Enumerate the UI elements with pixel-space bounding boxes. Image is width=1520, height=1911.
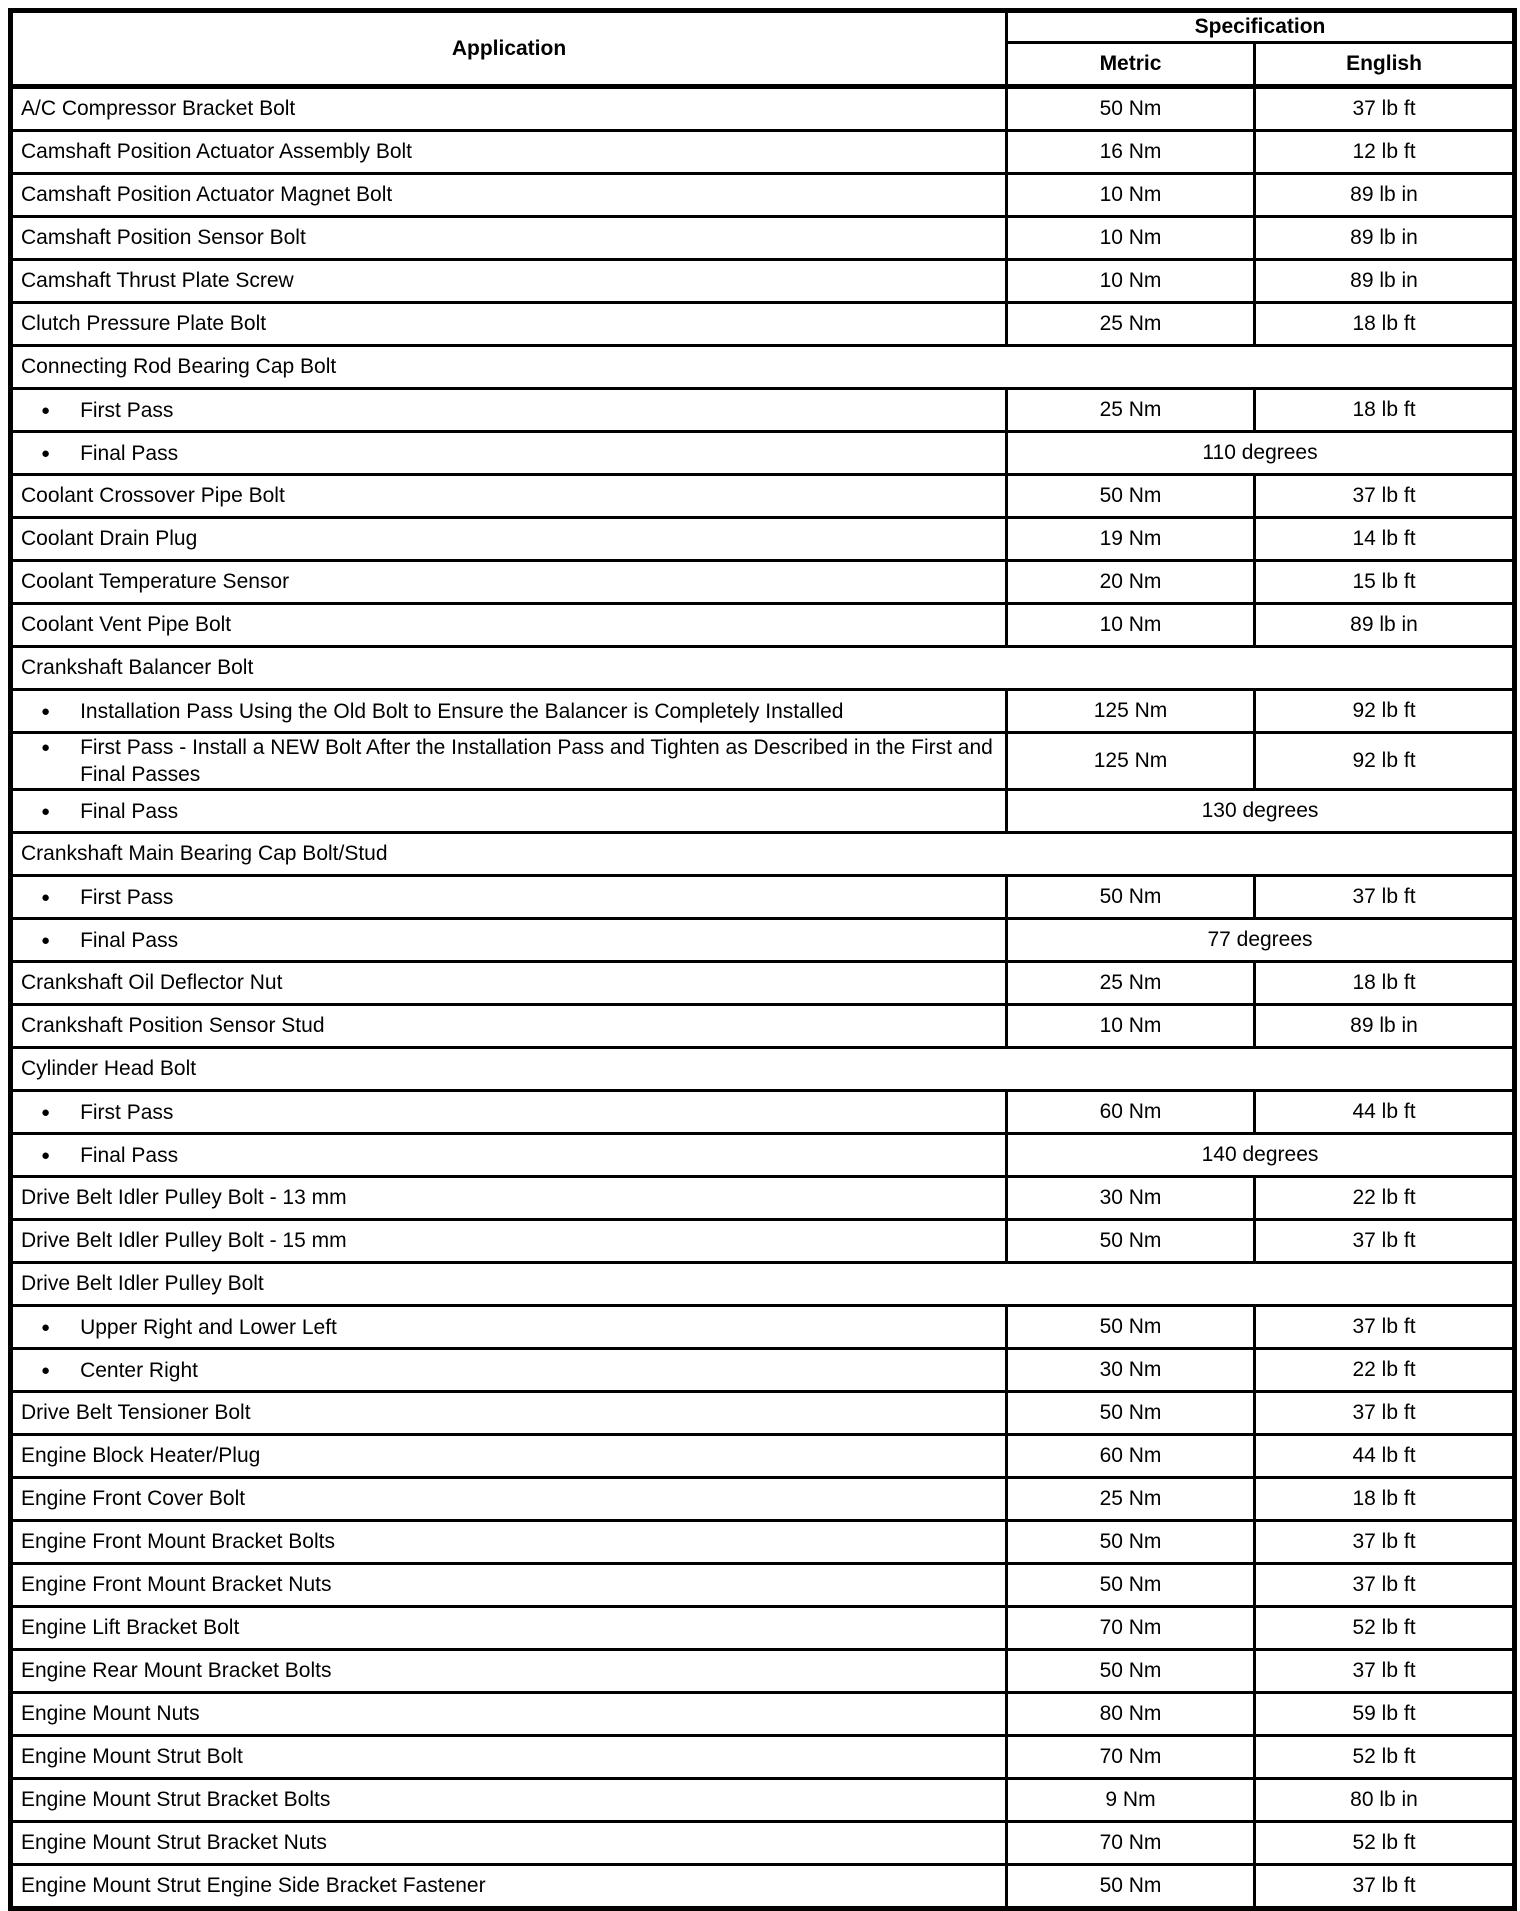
metric-cell: 80 Nm — [1007, 1693, 1255, 1736]
table-row — [11, 1134, 1515, 1177]
english-cell: 89 lb in — [1255, 1005, 1515, 1048]
metric-cell: 25 Nm — [1007, 1478, 1255, 1521]
application-cell: Engine Lift Bracket Bolt — [11, 1607, 1007, 1650]
english-cell: 59 lb ft — [1255, 1693, 1515, 1736]
bullet-icon: ● — [41, 888, 51, 906]
table-row — [11, 1822, 1515, 1865]
english-cell: 37 lb ft — [1255, 1564, 1515, 1607]
english-cell: 14 lb ft — [1255, 518, 1515, 561]
application-cell: Camshaft Position Actuator Assembly Bolt — [11, 131, 1007, 174]
bullet-icon: ● — [41, 1103, 51, 1121]
table-row — [11, 389, 1515, 432]
group-header-cell: Cylinder Head Bolt — [11, 1048, 1515, 1091]
application-cell: Engine Front Mount Bracket Bolts — [11, 1521, 1007, 1564]
table-row — [11, 1392, 1515, 1435]
table-row — [11, 1091, 1515, 1134]
english-cell: 92 lb ft — [1255, 690, 1515, 733]
english-cell: 37 lb ft — [1255, 1650, 1515, 1693]
metric-cell: 30 Nm — [1007, 1349, 1255, 1392]
spec-span-cell: 110 degrees — [1007, 432, 1515, 475]
bullet-label: Final Pass — [80, 928, 179, 952]
bullet-label: Installation Pass Using the Old Bolt to Ensure the Balancer is Completely Installed — [80, 699, 844, 723]
english-cell: 18 lb ft — [1255, 1478, 1515, 1521]
table-row — [11, 1349, 1515, 1392]
english-cell: 15 lb ft — [1255, 561, 1515, 604]
metric-cell: 50 Nm — [1007, 1650, 1255, 1693]
application-cell: Coolant Drain Plug — [11, 518, 1007, 561]
application-cell: Engine Mount Strut Bracket Nuts — [11, 1822, 1007, 1865]
application-cell: Camshaft Thrust Plate Screw — [11, 260, 1007, 303]
bullet-icon: ● — [41, 1318, 51, 1336]
table-row — [11, 604, 1515, 647]
english-cell: 52 lb ft — [1255, 1607, 1515, 1650]
english-cell: 89 lb in — [1255, 604, 1515, 647]
application-cell: Crankshaft Position Sensor Stud — [11, 1005, 1007, 1048]
table-row — [11, 962, 1515, 1005]
table-row — [11, 1220, 1515, 1263]
header-row-specification — [11, 11, 1515, 43]
group-header-cell: Drive Belt Idler Pulley Bolt — [11, 1263, 1515, 1306]
application-cell: Engine Mount Strut Bolt — [11, 1736, 1007, 1779]
metric-cell: 9 Nm — [1007, 1779, 1255, 1822]
table-row — [11, 1779, 1515, 1822]
english-cell: 37 lb ft — [1255, 1865, 1515, 1909]
application-cell: Engine Mount Nuts — [11, 1693, 1007, 1736]
metric-cell: 60 Nm — [1007, 1435, 1255, 1478]
bullet-icon: ● — [41, 401, 51, 419]
table-row — [11, 1005, 1515, 1048]
table-body — [11, 87, 1515, 1909]
spec-span-cell: 77 degrees — [1007, 919, 1515, 962]
metric-cell: 25 Nm — [1007, 303, 1255, 346]
english-cell: 18 lb ft — [1255, 389, 1515, 432]
english-cell: 22 lb ft — [1255, 1177, 1515, 1220]
metric-cell: 25 Nm — [1007, 389, 1255, 432]
specification-column-header: Specification — [1007, 11, 1515, 43]
table-row — [11, 518, 1515, 561]
table-row — [11, 790, 1515, 833]
application-cell: Coolant Temperature Sensor — [11, 561, 1007, 604]
metric-cell: 50 Nm — [1007, 1220, 1255, 1263]
english-cell: 52 lb ft — [1255, 1822, 1515, 1865]
metric-cell: 50 Nm — [1007, 1564, 1255, 1607]
english-cell: 37 lb ft — [1255, 876, 1515, 919]
metric-cell: 30 Nm — [1007, 1177, 1255, 1220]
table-row — [11, 475, 1515, 518]
table-group-row — [11, 833, 1515, 876]
bullet-label: Final Pass — [80, 799, 179, 823]
table-row — [11, 1736, 1515, 1779]
bullet-icon: ● — [41, 931, 51, 949]
application-cell: Engine Rear Mount Bracket Bolts — [11, 1650, 1007, 1693]
metric-cell: 125 Nm — [1007, 733, 1255, 790]
application-cell: Engine Mount Strut Engine Side Bracket Fastener — [11, 1865, 1007, 1909]
metric-cell: 125 Nm — [1007, 690, 1255, 733]
application-cell — [11, 876, 1007, 919]
bullet-icon: ● — [41, 1361, 51, 1379]
table-row — [11, 87, 1515, 131]
table-row — [11, 733, 1515, 790]
table-group-row — [11, 346, 1515, 389]
application-cell: Engine Block Heater/Plug — [11, 1435, 1007, 1478]
torque-spec-table — [8, 8, 1517, 1911]
metric-cell: 10 Nm — [1007, 260, 1255, 303]
table-group-row — [11, 647, 1515, 690]
bullet-label: First Pass — [80, 398, 174, 422]
group-header-cell: Crankshaft Balancer Bolt — [11, 647, 1515, 690]
english-cell: 92 lb ft — [1255, 733, 1515, 790]
table-row — [11, 1564, 1515, 1607]
application-cell — [11, 733, 1007, 790]
english-cell: 37 lb ft — [1255, 1306, 1515, 1349]
spec-span-cell: 130 degrees — [1007, 790, 1515, 833]
bullet-label: Final Pass — [80, 1143, 179, 1167]
application-cell: Drive Belt Tensioner Bolt — [11, 1392, 1007, 1435]
application-cell: Engine Front Mount Bracket Nuts — [11, 1564, 1007, 1607]
metric-cell: 60 Nm — [1007, 1091, 1255, 1134]
english-cell: 80 lb in — [1255, 1779, 1515, 1822]
metric-cell: 50 Nm — [1007, 1521, 1255, 1564]
bullet-label: First Pass — [80, 885, 174, 909]
table-group-row — [11, 1263, 1515, 1306]
metric-cell: 50 Nm — [1007, 1865, 1255, 1909]
application-cell: Clutch Pressure Plate Bolt — [11, 303, 1007, 346]
metric-cell: 50 Nm — [1007, 1306, 1255, 1349]
english-cell: 89 lb in — [1255, 217, 1515, 260]
english-cell: 12 lb ft — [1255, 131, 1515, 174]
metric-cell: 10 Nm — [1007, 604, 1255, 647]
table-row — [11, 1693, 1515, 1736]
english-cell: 52 lb ft — [1255, 1736, 1515, 1779]
bullet-icon: ● — [41, 802, 51, 820]
application-column-header: Application — [11, 11, 1007, 87]
english-cell: 37 lb ft — [1255, 1392, 1515, 1435]
spec-span-cell: 140 degrees — [1007, 1134, 1515, 1177]
english-cell: 37 lb ft — [1255, 87, 1515, 131]
metric-cell: 10 Nm — [1007, 217, 1255, 260]
application-cell — [11, 1134, 1007, 1177]
english-cell: 44 lb ft — [1255, 1091, 1515, 1134]
english-cell: 18 lb ft — [1255, 303, 1515, 346]
table-row — [11, 1435, 1515, 1478]
table-row — [11, 432, 1515, 475]
metric-cell: 50 Nm — [1007, 1392, 1255, 1435]
table-row — [11, 217, 1515, 260]
application-cell — [11, 690, 1007, 733]
bullet-icon: ● — [41, 444, 51, 462]
group-header-cell: Crankshaft Main Bearing Cap Bolt/Stud — [11, 833, 1515, 876]
metric-cell: 50 Nm — [1007, 475, 1255, 518]
bullet-icon: ● — [41, 739, 51, 756]
metric-cell: 50 Nm — [1007, 876, 1255, 919]
table-row — [11, 919, 1515, 962]
table-row — [11, 1478, 1515, 1521]
metric-cell: 19 Nm — [1007, 518, 1255, 561]
table-row — [11, 876, 1515, 919]
application-cell — [11, 1306, 1007, 1349]
metric-cell: 70 Nm — [1007, 1736, 1255, 1779]
table-row — [11, 1607, 1515, 1650]
application-cell — [11, 790, 1007, 833]
table-row — [11, 1177, 1515, 1220]
application-cell — [11, 919, 1007, 962]
application-cell: Crankshaft Oil Deflector Nut — [11, 962, 1007, 1005]
bullet-icon: ● — [41, 1146, 51, 1164]
application-cell: Engine Mount Strut Bracket Bolts — [11, 1779, 1007, 1822]
application-cell: Engine Front Cover Bolt — [11, 1478, 1007, 1521]
english-column-header: English — [1255, 43, 1515, 87]
application-cell — [11, 1091, 1007, 1134]
table-row — [11, 1521, 1515, 1564]
bullet-label: Upper Right and Lower Left — [80, 1315, 337, 1339]
table-row — [11, 690, 1515, 733]
metric-cell: 70 Nm — [1007, 1607, 1255, 1650]
bullet-label: First Pass - Install a NEW Bolt After the Installation Pass and Tighten as Described in the First and Final Passes — [80, 736, 993, 786]
metric-cell: 70 Nm — [1007, 1822, 1255, 1865]
group-header-cell: Connecting Rod Bearing Cap Bolt — [11, 346, 1515, 389]
application-cell: Drive Belt Idler Pulley Bolt - 15 mm — [11, 1220, 1007, 1263]
application-cell — [11, 389, 1007, 432]
table-header — [11, 11, 1515, 87]
english-cell: 37 lb ft — [1255, 1220, 1515, 1263]
application-cell: Camshaft Position Sensor Bolt — [11, 217, 1007, 260]
english-cell: 89 lb in — [1255, 260, 1515, 303]
table-row — [11, 174, 1515, 217]
english-cell: 44 lb ft — [1255, 1435, 1515, 1478]
metric-cell: 20 Nm — [1007, 561, 1255, 604]
english-cell: 89 lb in — [1255, 174, 1515, 217]
english-cell: 37 lb ft — [1255, 475, 1515, 518]
application-cell: Coolant Vent Pipe Bolt — [11, 604, 1007, 647]
table-row — [11, 303, 1515, 346]
bullet-label: Center Right — [80, 1358, 198, 1382]
application-cell — [11, 432, 1007, 475]
english-cell: 18 lb ft — [1255, 962, 1515, 1005]
application-cell — [11, 1349, 1007, 1392]
application-cell: Camshaft Position Actuator Magnet Bolt — [11, 174, 1007, 217]
bullet-label: Final Pass — [80, 441, 179, 465]
english-cell: 37 lb ft — [1255, 1521, 1515, 1564]
metric-cell: 50 Nm — [1007, 87, 1255, 131]
table-row — [11, 1865, 1515, 1909]
metric-column-header: Metric — [1007, 43, 1255, 87]
table-row — [11, 260, 1515, 303]
bullet-icon: ● — [41, 702, 51, 720]
table-row — [11, 1306, 1515, 1349]
table-row — [11, 131, 1515, 174]
application-cell: A/C Compressor Bracket Bolt — [11, 87, 1007, 131]
application-cell: Drive Belt Idler Pulley Bolt - 13 mm — [11, 1177, 1007, 1220]
table-row — [11, 561, 1515, 604]
metric-cell: 25 Nm — [1007, 962, 1255, 1005]
metric-cell: 10 Nm — [1007, 1005, 1255, 1048]
english-cell: 22 lb ft — [1255, 1349, 1515, 1392]
table-group-row — [11, 1048, 1515, 1091]
metric-cell: 16 Nm — [1007, 131, 1255, 174]
application-cell: Coolant Crossover Pipe Bolt — [11, 475, 1007, 518]
table-row — [11, 1650, 1515, 1693]
metric-cell: 10 Nm — [1007, 174, 1255, 217]
bullet-label: First Pass — [80, 1100, 174, 1124]
